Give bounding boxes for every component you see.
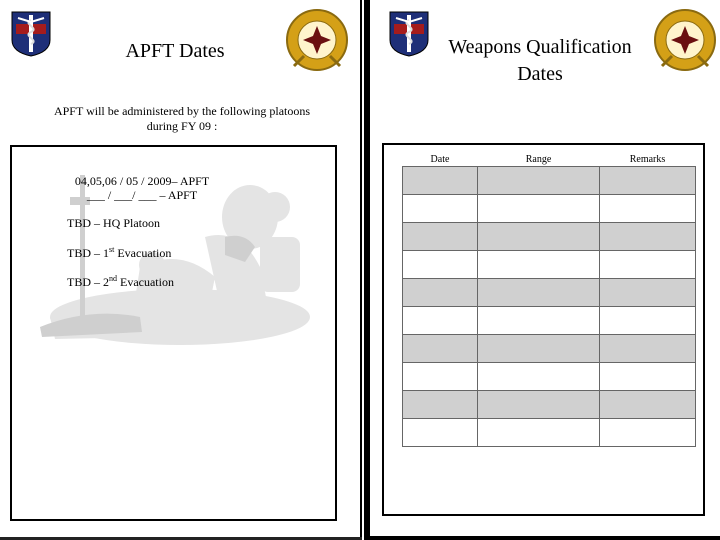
table-header-row	[403, 152, 696, 167]
table-row	[403, 391, 696, 419]
remarks-cell[interactable]	[600, 195, 696, 223]
date-cell[interactable]	[403, 195, 478, 223]
platoon-label-rest: Evacuation	[117, 275, 174, 289]
date-cell[interactable]	[403, 223, 478, 251]
schedule-frame	[10, 145, 337, 521]
ordinal-suffix: st	[109, 245, 115, 254]
range-cell[interactable]	[478, 223, 600, 251]
intro-line: APFT will be administered by the following platoons	[53, 104, 311, 118]
slide-title: APFT Dates	[125, 40, 225, 62]
range-cell[interactable]	[478, 279, 600, 307]
title-line: Weapons Qualification	[448, 36, 632, 58]
ordinal-suffix: nd	[109, 274, 117, 283]
table-row	[403, 307, 696, 335]
remarks-cell[interactable]	[600, 419, 696, 447]
date-cell[interactable]	[403, 363, 478, 391]
platoon-label-rest: Evacuation	[114, 246, 172, 260]
range-cell[interactable]	[478, 363, 600, 391]
remarks-cell[interactable]	[600, 363, 696, 391]
apft-date-line: 04,05,06 / 05 / 2009– APFT	[74, 174, 210, 188]
intro-text	[22, 104, 342, 134]
remarks-cell[interactable]	[600, 335, 696, 363]
apft-date-line: ___ / ___/ ___ – APFT	[86, 188, 198, 202]
column-header-range: Range	[525, 153, 552, 165]
table-body	[403, 167, 696, 447]
date-cell[interactable]	[403, 419, 478, 447]
platoon-label: TBD – 1	[67, 246, 109, 260]
title-line: Dates	[517, 63, 563, 85]
column-header-remarks: Remarks	[629, 153, 666, 165]
table-row	[403, 195, 696, 223]
platoon-line	[67, 245, 171, 261]
column-header-date: Date	[430, 153, 450, 165]
date-cell[interactable]	[403, 307, 478, 335]
date-cell[interactable]	[403, 279, 478, 307]
range-cell[interactable]	[478, 167, 600, 195]
unit-crest-icon	[282, 8, 352, 74]
unit-crest-icon	[650, 8, 720, 74]
table-row	[403, 279, 696, 307]
range-cell[interactable]	[478, 195, 600, 223]
date-cell[interactable]	[403, 335, 478, 363]
weapons-qualification-table	[402, 152, 696, 447]
range-cell[interactable]	[478, 391, 600, 419]
platoon-line	[67, 216, 160, 231]
platoon-label: TBD – HQ Platoon	[67, 216, 160, 230]
table-row	[403, 167, 696, 195]
platoon-label: TBD – 2	[67, 275, 109, 289]
remarks-cell[interactable]	[600, 167, 696, 195]
range-cell[interactable]	[478, 335, 600, 363]
remarks-cell[interactable]	[600, 251, 696, 279]
date-cell[interactable]	[403, 391, 478, 419]
remarks-cell[interactable]	[600, 223, 696, 251]
platoon-line	[67, 274, 174, 290]
right-slide	[364, 0, 720, 540]
range-cell[interactable]	[478, 307, 600, 335]
remarks-cell[interactable]	[600, 391, 696, 419]
date-cell[interactable]	[403, 251, 478, 279]
table-row	[403, 223, 696, 251]
table-row	[403, 363, 696, 391]
date-cell[interactable]	[403, 167, 478, 195]
intro-line: during FY 09 :	[146, 119, 218, 133]
table-row	[403, 419, 696, 447]
table-row	[403, 335, 696, 363]
schedule-content	[12, 147, 335, 519]
slide-title	[420, 34, 660, 88]
table-row	[403, 251, 696, 279]
remarks-cell[interactable]	[600, 307, 696, 335]
remarks-cell[interactable]	[600, 279, 696, 307]
range-cell[interactable]	[478, 251, 600, 279]
range-cell[interactable]	[478, 419, 600, 447]
medical-brigade-insignia	[10, 10, 52, 58]
